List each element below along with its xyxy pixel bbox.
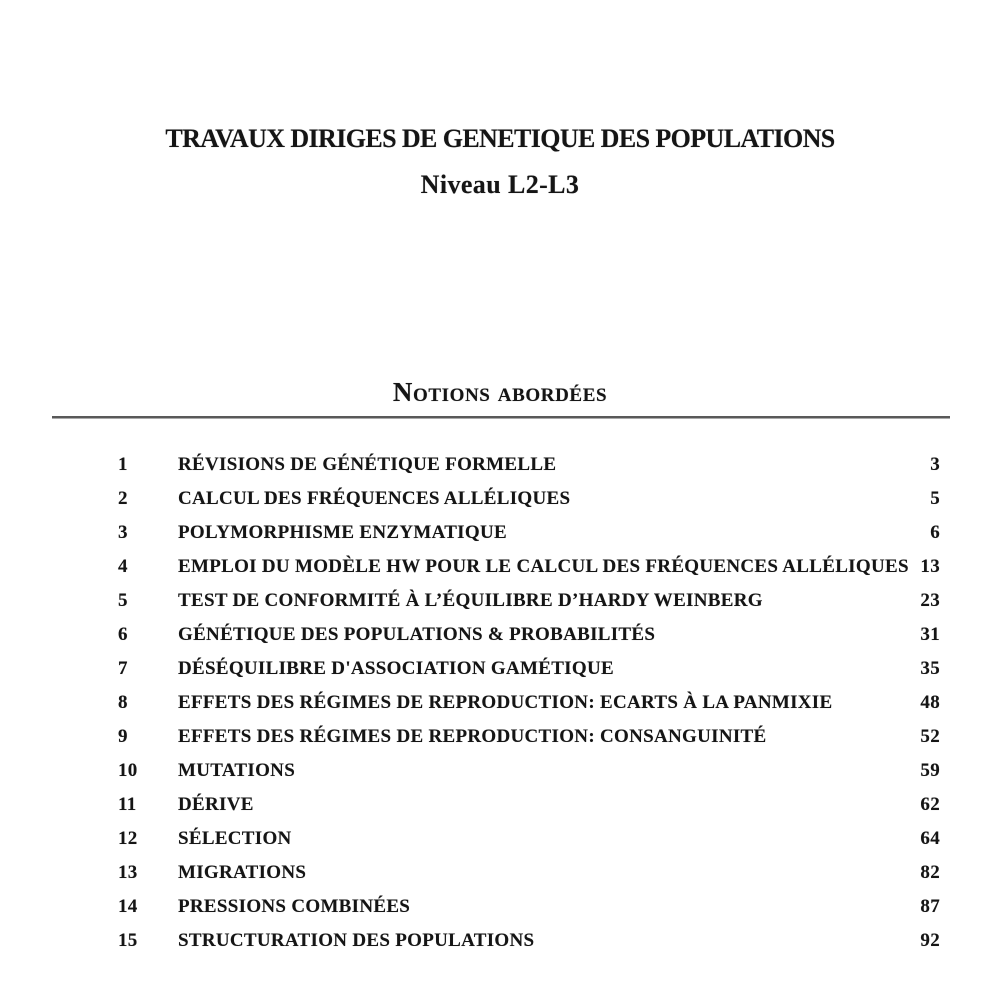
toc-entry-number: 2	[118, 488, 128, 509]
toc-entry-page: 59	[920, 760, 940, 781]
toc-entry-page: 87	[920, 896, 940, 917]
toc-entry[interactable]	[118, 448, 940, 482]
toc-entry-number: 12	[118, 828, 138, 849]
toc-entry-title: STRUCTURATION DES POPULATIONS	[178, 930, 535, 951]
toc-entry-page: 92	[920, 930, 940, 951]
toc-entry[interactable]	[118, 822, 940, 856]
document-title: TRAVAUX DIRIGES DE GENETIQUE DES POPULATIONS	[165, 124, 835, 153]
toc-entry-title: SÉLECTION	[178, 828, 292, 849]
toc-entry-page: 82	[920, 862, 940, 883]
toc-entry[interactable]	[118, 618, 940, 652]
toc-entry-number: 5	[118, 590, 128, 611]
toc-entry[interactable]	[118, 754, 940, 788]
toc-entry-title: DÉRIVE	[178, 794, 254, 815]
toc-entry-number: 7	[118, 658, 128, 679]
toc-entry-title: EFFETS DES RÉGIMES DE REPRODUCTION: CONSANGUINITÉ	[178, 726, 767, 747]
toc-entry-number: 10	[118, 760, 138, 781]
toc-entry-title: RÉVISIONS DE GÉNÉTIQUE FORMELLE	[178, 454, 557, 475]
toc-entry[interactable]	[118, 788, 940, 822]
table-of-contents	[118, 448, 940, 958]
toc-entry-page: 64	[920, 828, 940, 849]
toc-entry[interactable]	[118, 584, 940, 618]
toc-entry-number: 15	[118, 930, 138, 951]
toc-entry[interactable]	[118, 482, 940, 516]
toc-entry-page: 3	[930, 454, 940, 475]
toc-entry[interactable]	[118, 686, 940, 720]
toc-entry-page: 35	[920, 658, 940, 679]
toc-entry-number: 3	[118, 522, 128, 543]
toc-entry[interactable]	[118, 890, 940, 924]
toc-entry-title: PRESSIONS COMBINÉES	[178, 896, 411, 917]
toc-entry-page: 6	[930, 522, 940, 543]
document-subtitle: Niveau L2-L3	[420, 170, 580, 199]
toc-entry-page: 48	[920, 692, 940, 713]
toc-entry[interactable]	[118, 550, 940, 584]
toc-entry-title: MUTATIONS	[178, 760, 296, 781]
toc-entry-title: GÉNÉTIQUE DES POPULATIONS & PROBABILITÉS	[178, 624, 656, 645]
toc-entry[interactable]	[118, 720, 940, 754]
toc-entry-title: CALCUL DES FRÉQUENCES ALLÉLIQUES	[178, 488, 571, 509]
toc-entry-number: 13	[118, 862, 138, 883]
toc-entry-page: 62	[920, 794, 940, 815]
toc-entry-page: 31	[920, 624, 940, 645]
toc-entry-number: 9	[118, 726, 128, 747]
toc-entry[interactable]	[118, 516, 940, 550]
toc-entry-title: MIGRATIONS	[178, 862, 307, 883]
toc-entry-title: EMPLOI DU MODÈLE HW POUR LE CALCUL DES FRÉQUENCES ALLÉLIQUES	[178, 556, 909, 577]
toc-entry-number: 14	[118, 896, 138, 917]
toc-entry-number: 8	[118, 692, 128, 713]
toc-entry[interactable]	[118, 924, 940, 958]
horizontal-rule	[52, 416, 950, 419]
toc-entry-number: 6	[118, 624, 128, 645]
toc-entry-number: 4	[118, 556, 128, 577]
toc-entry-title: POLYMORPHISME ENZYMATIQUE	[178, 522, 507, 543]
toc-entry-title: DÉSÉQUILIBRE D'ASSOCIATION GAMÉTIQUE	[178, 658, 614, 679]
toc-entry[interactable]	[118, 652, 940, 686]
toc-section-heading: Notions abordées	[392, 377, 608, 407]
toc-entry-title: TEST DE CONFORMITÉ À L’ÉQUILIBRE D’HARDY WEINBERG	[178, 590, 763, 611]
toc-entry-number: 11	[118, 794, 137, 815]
toc-entry-page: 52	[920, 726, 940, 747]
toc-entry-title: EFFETS DES RÉGIMES DE REPRODUCTION: ECARTS À LA PANMIXIE	[178, 692, 833, 713]
toc-entry[interactable]	[118, 856, 940, 890]
toc-entry-page: 23	[920, 590, 940, 611]
toc-entry-page: 13	[920, 556, 940, 577]
toc-entry-number: 1	[118, 454, 128, 475]
toc-entry-page: 5	[930, 488, 940, 509]
